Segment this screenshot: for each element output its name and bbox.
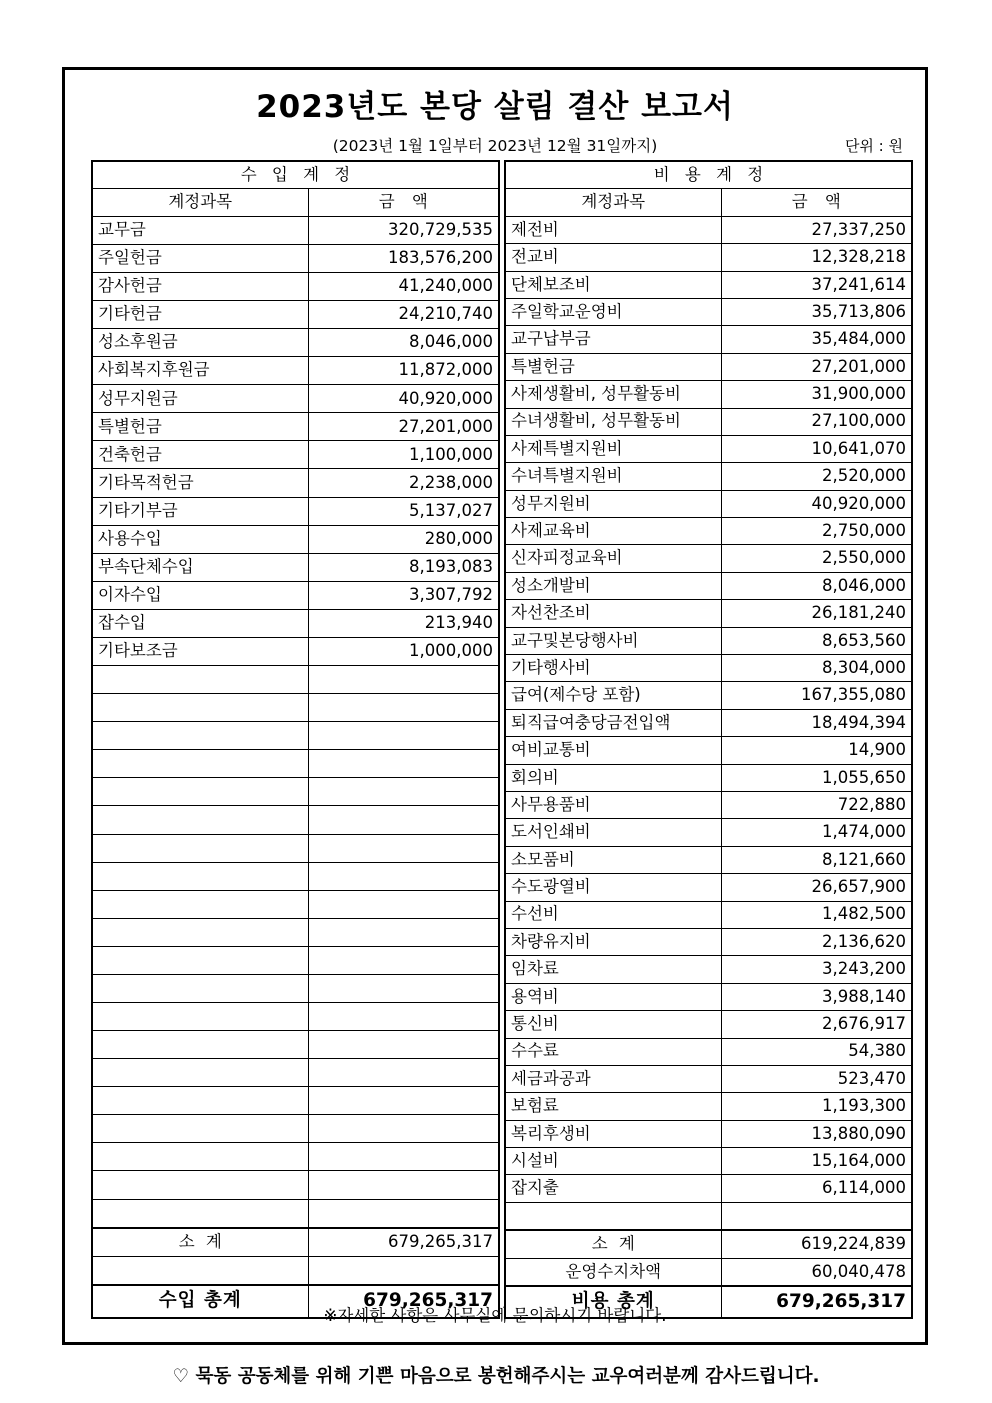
account-name-cell [92,890,308,918]
amount-cell [308,806,499,834]
report-period: (2023년 1월 1일부터 2023년 12월 31일까지) [332,137,658,156]
income-table [91,160,500,1319]
account-name-cell [92,1256,308,1285]
account-name-cell: 수수료 [505,1038,721,1065]
account-name-cell: 기타헌금 [92,301,308,329]
table-row [92,272,499,300]
account-name-cell [92,918,308,946]
table-row [505,518,912,545]
account-name-cell: 비용 총계 [505,1286,721,1318]
table-row [505,682,912,709]
amount-cell: 2,520,000 [721,463,912,490]
amount-cell: 26,657,900 [721,874,912,901]
account-name-cell [92,862,308,890]
table-row [92,244,499,272]
table-row [505,928,912,955]
table-row [505,655,912,682]
account-name-cell: 감사헌금 [92,272,308,300]
account-name-cell: 성소후원금 [92,329,308,357]
account-name-cell: 사회복지후원금 [92,357,308,385]
account-name-cell: 기타보조금 [92,637,308,665]
account-name-cell: 교무금 [92,216,308,244]
amount-cell: 679,265,317 [721,1286,912,1318]
table-row [505,435,912,462]
table-row [505,1175,912,1202]
account-name-cell: 기타기부금 [92,497,308,525]
account-name-cell: 사제교육비 [505,518,721,545]
amount-cell [308,862,499,890]
account-name-cell: 특별헌금 [505,353,721,380]
amount-cell [308,1115,499,1143]
blank-row [92,918,499,946]
amount-cell: 2,750,000 [721,518,912,545]
table-row [92,525,499,553]
table-row [92,216,499,244]
amount-cell [308,750,499,778]
table-row [92,637,499,665]
amount-cell [308,974,499,1002]
account-name-cell: 시설비 [505,1148,721,1175]
amount-cell: 13,880,090 [721,1120,912,1147]
account-name-cell [92,834,308,862]
account-name-cell: 회의비 [505,764,721,791]
blank-row [92,1115,499,1143]
blank-row [92,1256,499,1285]
page-title: 2023년도 본당 살림 결산 보고서 [256,89,734,125]
table-row [505,764,912,791]
account-name-cell [92,750,308,778]
amount-cell [308,946,499,974]
blank-row [92,1002,499,1030]
amount-cell [308,666,499,694]
account-name-cell: 통신비 [505,1011,721,1038]
amount-cell [308,778,499,806]
table-row [92,301,499,329]
account-name-cell: 주일헌금 [92,244,308,272]
account-name-cell [92,1059,308,1087]
table-row [505,709,912,736]
amount-cell: 54,380 [721,1038,912,1065]
amount-cell: 8,046,000 [308,329,499,357]
amount-cell: 41,240,000 [308,272,499,300]
expense-table [504,160,913,1319]
amount-cell: 35,484,000 [721,326,912,353]
amount-cell: 1,000,000 [308,637,499,665]
account-name-cell: 수도광열비 [505,874,721,901]
account-name-cell: 교구및본당행사비 [505,627,721,654]
amount-cell [308,1002,499,1030]
account-name-cell: 사무용품비 [505,791,721,818]
table-row [505,298,912,325]
account-name-cell: 도서인쇄비 [505,819,721,846]
amount-cell: 1,100,000 [308,441,499,469]
amount-cell [308,1031,499,1059]
office-inquiry-note: ※자세한 사항은 사무실에 문의하시기 바랍니다. [323,1306,667,1325]
blank-row [92,890,499,918]
amount-cell: 722,880 [721,791,912,818]
table-row [505,381,912,408]
amount-cell: 12,328,218 [721,244,912,271]
account-name-cell: 기타목적헌금 [92,469,308,497]
account-name-cell: 수입 총계 [92,1285,308,1318]
account-name-cell: 자선찬조비 [505,600,721,627]
amount-cell [308,890,499,918]
table-row [505,216,912,243]
amount-cell: 60,040,478 [721,1258,912,1286]
amount-cell: 6,114,000 [721,1175,912,1202]
income-section-header-row [92,161,499,189]
subtotal-row [92,1228,499,1257]
blank-row [92,778,499,806]
blank-row [92,694,499,722]
account-name-cell: 수선비 [505,901,721,928]
account-name-cell [92,946,308,974]
expense-table-body [505,216,912,1318]
table-row [92,609,499,637]
subtotal-row [505,1230,912,1258]
amount-cell: 523,470 [721,1065,912,1092]
account-name-cell: 성무지원비 [505,490,721,517]
account-name-cell [92,974,308,1002]
blank-row [92,974,499,1002]
accounts-tables [91,160,909,1319]
table-row [505,1093,912,1120]
income-section-header: 수 입 계 정 [92,161,499,189]
unit-label: 단위 : 원 [844,137,903,156]
income-table-body [92,216,499,1318]
amount-cell: 24,210,740 [308,301,499,329]
amount-cell: 26,181,240 [721,600,912,627]
table-row [505,1038,912,1065]
table-row [505,545,912,572]
account-name-cell: 전교비 [505,244,721,271]
amount-cell: 167,355,080 [721,682,912,709]
account-name-cell: 수녀특별지원비 [505,463,721,490]
amount-cell [308,1059,499,1087]
amount-cell: 27,201,000 [721,353,912,380]
blank-row [92,722,499,750]
table-row [505,1148,912,1175]
amount-cell [308,1199,499,1228]
table-row [92,329,499,357]
amount-cell [721,1202,912,1230]
account-name-cell: 기타행사비 [505,655,721,682]
blank-row [92,946,499,974]
account-name-cell [92,1143,308,1171]
table-row [505,874,912,901]
blank-row [92,862,499,890]
table-row [505,572,912,599]
amount-cell: 18,494,394 [721,709,912,736]
account-name-cell: 사제생활비, 성무활동비 [505,381,721,408]
amount-cell: 15,164,000 [721,1148,912,1175]
account-name-cell: 소 계 [505,1230,721,1258]
account-name-cell: 세금과공과 [505,1065,721,1092]
amount-cell: 27,100,000 [721,408,912,435]
blank-row [92,834,499,862]
amount-cell: 35,713,806 [721,298,912,325]
account-name-cell: 특별헌금 [92,413,308,441]
account-name-cell [92,1087,308,1115]
amount-cell: 280,000 [308,525,499,553]
amount-cell: 8,121,660 [721,846,912,873]
account-name-cell [92,1115,308,1143]
account-name-cell: 복리후생비 [505,1120,721,1147]
account-name-cell: 교구납부금 [505,326,721,353]
account-name-cell: 이자수입 [92,581,308,609]
account-name-cell [92,694,308,722]
table-row [92,441,499,469]
amount-cell: 5,137,027 [308,497,499,525]
table-row [505,956,912,983]
account-name-cell: 주일학교운영비 [505,298,721,325]
amount-cell [308,1143,499,1171]
table-row [92,385,499,413]
amount-cell: 27,201,000 [308,413,499,441]
amount-cell: 2,136,620 [721,928,912,955]
blank-row [92,1087,499,1115]
table-row [505,244,912,271]
table-row [505,1065,912,1092]
expense-section-header-row [505,161,912,189]
account-name-cell: 소 계 [92,1228,308,1257]
amount-cell: 183,576,200 [308,244,499,272]
account-name-cell: 성무지원금 [92,385,308,413]
account-name-cell: 수녀생활비, 성무활동비 [505,408,721,435]
blank-row [92,1171,499,1199]
amount-cell [308,1256,499,1285]
income-col-name: 계정과목 [92,189,308,216]
amount-cell: 3,243,200 [721,956,912,983]
amount-cell: 27,337,250 [721,216,912,243]
account-name-cell: 용역비 [505,983,721,1010]
account-name-cell [92,722,308,750]
amount-cell: 3,988,140 [721,983,912,1010]
account-name-cell [92,778,308,806]
account-name-cell: 급여(제수당 포함) [505,682,721,709]
blank-row [92,666,499,694]
account-name-cell [505,1202,721,1230]
table-row [505,627,912,654]
account-name-cell: 제전비 [505,216,721,243]
table-row [92,581,499,609]
account-name-cell: 차량유지비 [505,928,721,955]
table-row [505,1011,912,1038]
table-row [505,819,912,846]
amount-cell: 1,055,650 [721,764,912,791]
blank-row [92,1143,499,1171]
expense-col-amount: 금 액 [721,189,912,216]
expense-col-name: 계정과목 [505,189,721,216]
amount-cell: 10,641,070 [721,435,912,462]
income-col-amount: 금 액 [308,189,499,216]
account-name-cell: 단체보조비 [505,271,721,298]
table-row [505,901,912,928]
report-page [62,67,928,1345]
table-row [505,737,912,764]
table-row [92,497,499,525]
blank-row [505,1202,912,1230]
table-row [505,353,912,380]
table-row [505,600,912,627]
thanks-message: ♡ 묵동 공동체를 위해 기쁜 마음으로 봉헌해주시는 교우여러분께 감사드립니다. [172,1366,820,1387]
table-row [92,413,499,441]
amount-cell: 40,920,000 [721,490,912,517]
amount-cell [308,1087,499,1115]
amount-cell [308,918,499,946]
account-name-cell [92,1171,308,1199]
amount-cell: 2,676,917 [721,1011,912,1038]
account-name-cell: 사제특별지원비 [505,435,721,462]
account-name-cell: 신자피정교육비 [505,545,721,572]
amount-cell: 8,046,000 [721,572,912,599]
account-name-cell: 여비교통비 [505,737,721,764]
amount-cell: 1,482,500 [721,901,912,928]
account-name-cell [92,806,308,834]
table-row [505,490,912,517]
table-row [505,326,912,353]
table-row [505,463,912,490]
account-name-cell [92,1199,308,1228]
blank-row [92,750,499,778]
amount-cell: 2,238,000 [308,469,499,497]
account-name-cell: 잡수입 [92,609,308,637]
table-row [92,357,499,385]
income-column-header-row [92,189,499,216]
amount-cell: 31,900,000 [721,381,912,408]
table-row [505,1120,912,1147]
amount-cell: 3,307,792 [308,581,499,609]
amount-cell: 14,900 [721,737,912,764]
amount-cell: 8,653,560 [721,627,912,654]
amount-cell: 213,940 [308,609,499,637]
amount-cell: 8,304,000 [721,655,912,682]
account-name-cell: 소모품비 [505,846,721,873]
amount-cell: 1,193,300 [721,1093,912,1120]
blank-row [92,806,499,834]
expense-section-header: 비 용 계 정 [505,161,912,189]
amount-cell: 11,872,000 [308,357,499,385]
account-name-cell: 퇴직급여충당금전입액 [505,709,721,736]
table-row [92,553,499,581]
account-name-cell: 잡지출 [505,1175,721,1202]
account-name-cell: 건축헌금 [92,441,308,469]
account-name-cell [92,1002,308,1030]
amount-cell: 619,224,839 [721,1230,912,1258]
amount-cell: 320,729,535 [308,216,499,244]
amount-cell: 1,474,000 [721,819,912,846]
amount-cell [308,1171,499,1199]
account-name-cell: 임차료 [505,956,721,983]
account-name-cell [92,1031,308,1059]
table-row [505,791,912,818]
account-name-cell: 부속단체수입 [92,553,308,581]
amount-cell: 679,265,317 [308,1285,499,1318]
account-name-cell: 성소개발비 [505,572,721,599]
expense-column-header-row [505,189,912,216]
account-name-cell: 보험료 [505,1093,721,1120]
account-name-cell [92,666,308,694]
table-row [505,846,912,873]
subtitle-row [65,134,925,160]
amount-cell: 40,920,000 [308,385,499,413]
amount-cell [308,834,499,862]
amount-cell [308,722,499,750]
blank-row [92,1031,499,1059]
blank-row [92,1199,499,1228]
operating-balance-row [505,1258,912,1286]
table-row [505,271,912,298]
account-name-cell: 운영수지차액 [505,1258,721,1286]
amount-cell: 679,265,317 [308,1228,499,1257]
amount-cell [308,694,499,722]
table-row [505,408,912,435]
amount-cell: 8,193,083 [308,553,499,581]
account-name-cell: 사용수입 [92,525,308,553]
amount-cell: 2,550,000 [721,545,912,572]
blank-row [92,1059,499,1087]
amount-cell: 37,241,614 [721,271,912,298]
table-row [92,469,499,497]
table-row [505,983,912,1010]
